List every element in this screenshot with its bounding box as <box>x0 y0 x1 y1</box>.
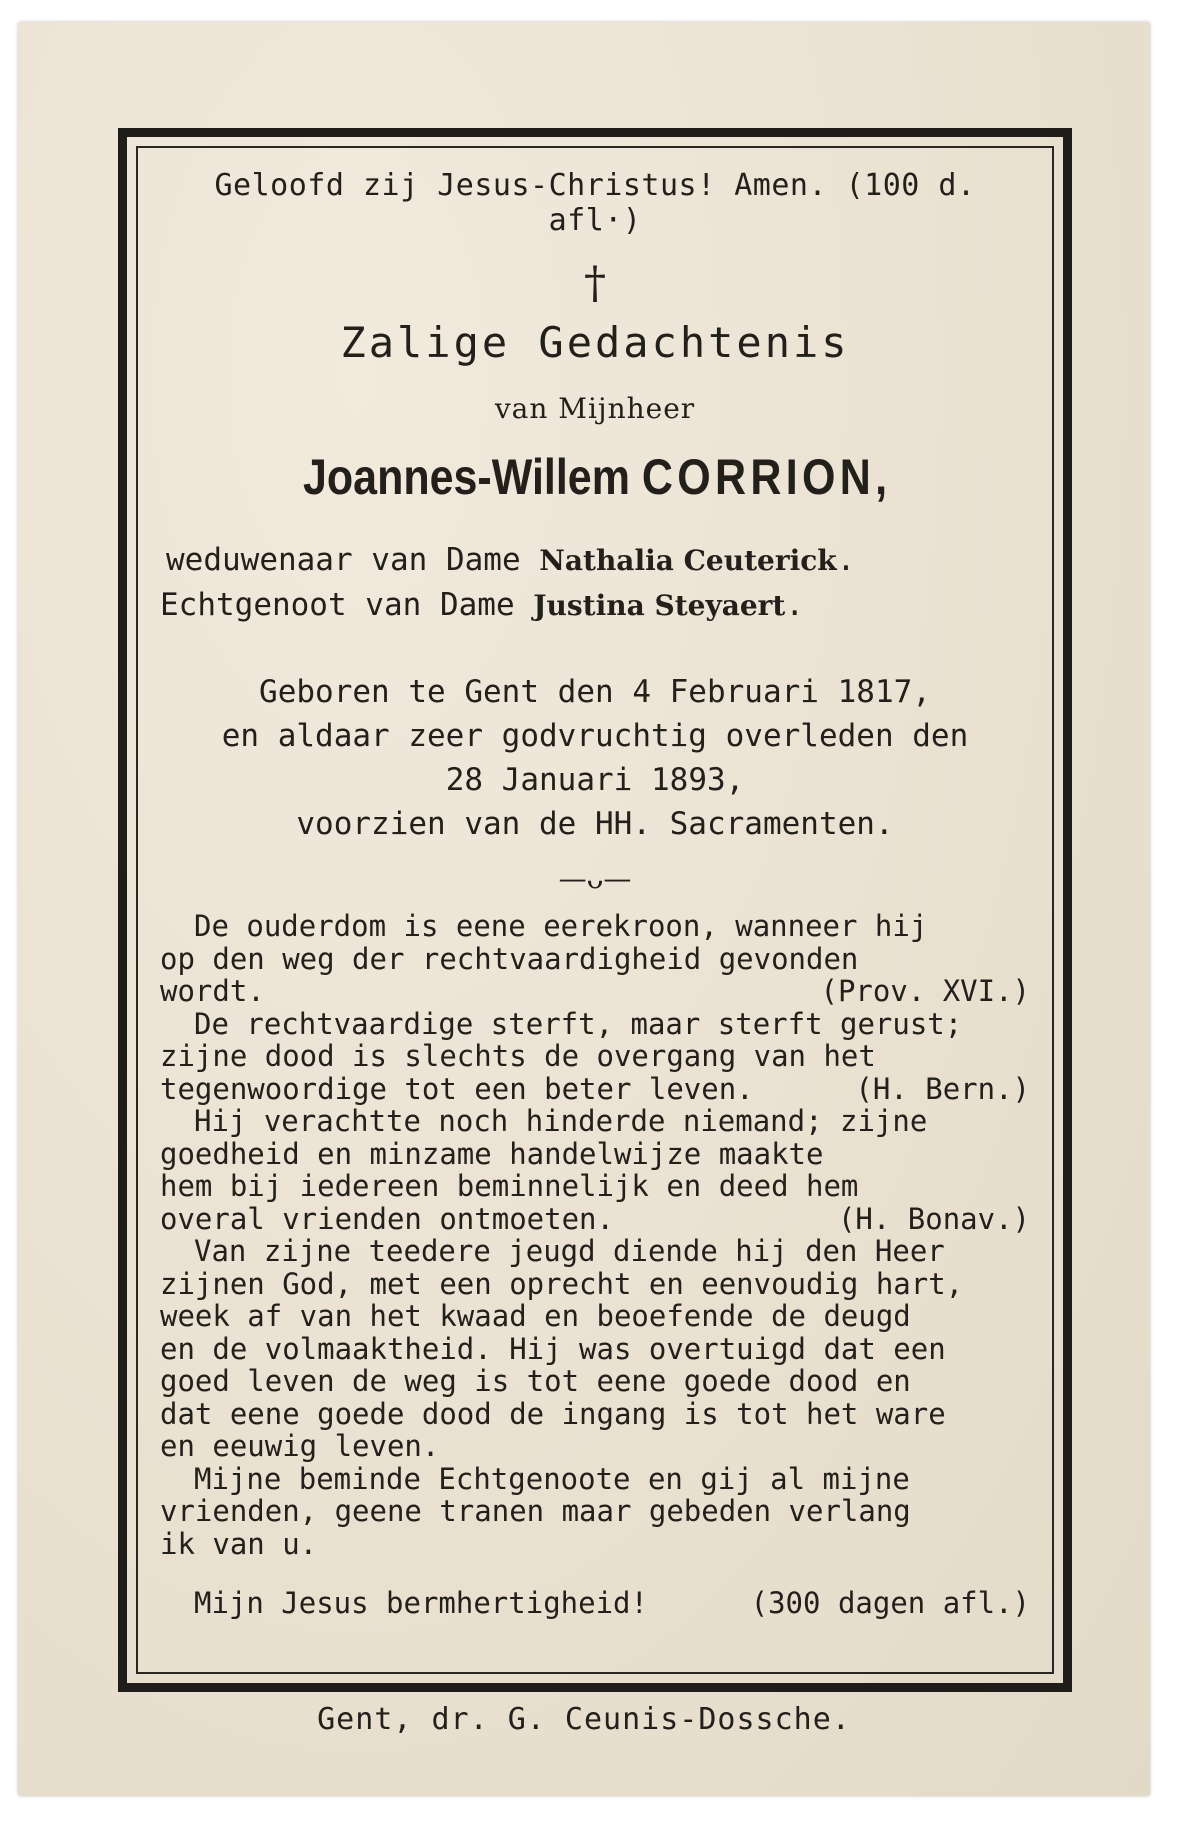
verse-text: goed leven de weg is tot eene goede dood en <box>160 1364 911 1398</box>
spouse-line-1: weduwenaar van Dame Nathalia Ceuterick. <box>166 542 856 578</box>
closing-indulgence: (300 dagen afl.) <box>750 1586 1030 1620</box>
card-subtitle: van Mijnheer <box>494 392 696 425</box>
verse-line <box>160 1105 1030 1138</box>
verse-citation: (H. Bonav.) <box>837 1201 1030 1236</box>
verse-text: Van zijne teedere jeugd diende hij den Heer <box>194 1234 945 1268</box>
birth-line: Geboren te Gent den 4 Februari 1817, <box>259 674 931 710</box>
verse-text: De rechtvaardige sterft, maar sterft gerust; <box>194 1006 963 1041</box>
verse-text: week af van het kwaad en beoefende de deugd <box>160 1299 911 1333</box>
verse-line <box>160 1463 1030 1496</box>
verse-line <box>160 1430 1030 1463</box>
verse-line <box>160 1398 1030 1431</box>
verse-line <box>160 1365 1030 1398</box>
verse-line <box>160 1235 1030 1268</box>
verse-line <box>160 1138 1030 1171</box>
birth-death-block <box>160 670 1030 846</box>
verse-text: overal vrienden ontmoeten. <box>160 1201 614 1236</box>
card-title: Zalige Gedachtenis <box>340 318 850 367</box>
verse-line <box>160 1333 1030 1366</box>
verses-block <box>160 910 1030 1560</box>
verse-text: De ouderdom is eene eerekroon, wanneer hij <box>194 909 928 943</box>
header-prayer: Geloofd zij Jesus-Christus! Amen. (100 d. afl·) <box>214 168 976 238</box>
verse-text: hem bij iedereen beminnelijk en deed hem <box>160 1169 859 1203</box>
verse-citation: (Prov. XVI.) <box>820 974 1030 1008</box>
verse-text: zijne dood is slechts de overgang van het <box>160 1039 876 1073</box>
surname: CORRION <box>641 449 876 505</box>
verse-text: Hij verachtte noch hinderde niemand; zijne <box>194 1104 928 1138</box>
verse-line <box>160 1203 1030 1236</box>
death-line: en aldaar zeer godvruchtig overleden den <box>221 718 969 754</box>
given-name: Joannes-Willem <box>302 449 630 505</box>
verse-text: dat eene goede dood de ingang is tot het ware <box>160 1396 946 1431</box>
verse-line <box>160 1528 1030 1561</box>
verse-line <box>160 1300 1030 1333</box>
spouse-name-1: Nathalia Ceuterick <box>539 544 837 577</box>
sacraments-line: voorzien van de HH. Sacramenten. <box>296 806 894 842</box>
cross-icon: † <box>584 258 606 309</box>
verse-text: en de volmaaktheid. Hij was overtuigd dat een <box>160 1331 946 1366</box>
verse-text: tegenwoordige tot een beter leven. <box>160 1071 754 1106</box>
verse-text: ik van u. <box>160 1526 318 1561</box>
verse-line <box>160 1268 1030 1301</box>
verse-line <box>160 1170 1030 1203</box>
name-trail: , <box>875 449 888 505</box>
printer-imprint: Gent, dr. G. Ceunis-Dossche. <box>317 1702 851 1737</box>
verse-line <box>160 1040 1030 1073</box>
verse-line <box>160 910 1030 943</box>
divider-ornament: —ᴗ— <box>558 862 632 895</box>
verse-text: vrienden, geene tranen maar gebeden verlang <box>160 1494 911 1528</box>
verse-line <box>160 943 1030 976</box>
verse-text: Mijne beminde Echtgenoote en gij al mijne <box>194 1461 910 1496</box>
verse-line <box>160 975 1030 1008</box>
verse-line <box>160 1008 1030 1041</box>
spouses-block <box>160 538 1030 628</box>
spouse-line-2: Echtgenoot van Dame Justina Steyaert. <box>160 587 805 623</box>
verse-text: wordt. <box>160 974 265 1008</box>
verse-citation: (H. Bern.) <box>855 1071 1030 1106</box>
deceased-name <box>221 448 969 506</box>
death-date-line: 28 Januari 1893, <box>445 762 745 798</box>
closing-line <box>160 1586 1030 1620</box>
verse-text: goedheid en minzame handelwijze maakte <box>160 1136 824 1171</box>
verse-text: en eeuwig leven. <box>160 1429 440 1463</box>
verse-line <box>160 1073 1030 1106</box>
closing-prayer: Mijn Jesus bermhertigheid! <box>194 1586 648 1620</box>
verse-line <box>160 1495 1030 1528</box>
verse-text: op den weg der rechtvaardigheid gevonden <box>160 941 859 976</box>
verse-text: zijnen God, met een oprecht en eenvoudig hart, <box>160 1266 964 1301</box>
spouse-name-2: Justina Steyaert <box>533 589 786 622</box>
